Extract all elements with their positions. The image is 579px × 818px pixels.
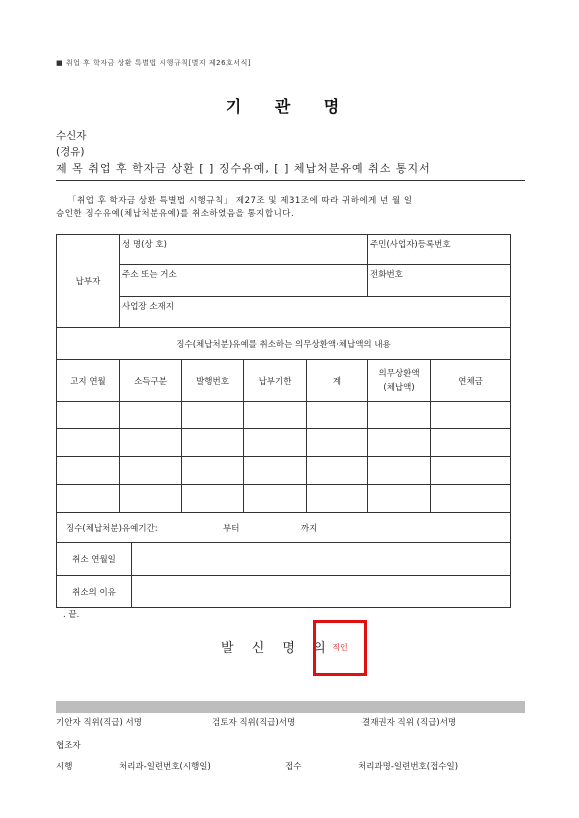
table-cell[interactable] (307, 457, 368, 485)
table-cell[interactable] (307, 402, 368, 429)
table-cell[interactable] (57, 402, 120, 429)
approver-label: 결재권자 직위 (직급)서명 (362, 718, 457, 728)
table-cell[interactable] (182, 485, 244, 513)
table-cell[interactable] (244, 457, 307, 485)
table-cell[interactable] (368, 485, 431, 513)
form-note: ■ 취업 후 학자금 상환 특별법 시행규칙[별지 제26호서식] (56, 59, 252, 67)
subject-line: 제 목 취업 후 학자금 상환 [ ] 징수유예, [ ] 체납처분유예 취소 통지서 (56, 162, 431, 175)
receipt-number-label: 처리과명-일련번호(접수일) (358, 762, 459, 772)
table-row (57, 429, 511, 457)
table-cell[interactable] (368, 429, 431, 457)
table-cell[interactable] (182, 457, 244, 485)
col-late-fee: 연체금 (431, 360, 511, 402)
cancel-content-heading: 징수(체납처분)유예를 취소하는 의무상환액·체납액의 내용 (57, 328, 511, 360)
col-total: 계 (307, 360, 368, 402)
enforcement-label: 시행 (56, 762, 73, 772)
table-cell[interactable] (431, 457, 511, 485)
cancel-reason-label: 취소의 이유 (57, 576, 132, 608)
table-cell[interactable] (244, 402, 307, 429)
phone-field-label: 전화번호 (368, 265, 511, 297)
notice-body-line2: 승인한 징수유예(체납처분유예)를 취소하였음을 통지합니다. (56, 209, 295, 219)
table-row (57, 457, 511, 485)
name-field-label: 성 명(상 호) (120, 235, 368, 265)
reviewer-label: 검토자 직위(직급)서명 (212, 718, 296, 728)
table-cell[interactable] (120, 485, 182, 513)
seal-label: 직인 (332, 643, 348, 652)
sender-name: 발 신 명 의 (221, 641, 333, 656)
end-mark: . 끝. (63, 610, 80, 620)
cooperator-label: 협조자 (56, 741, 81, 751)
cancel-reason-field[interactable] (132, 576, 511, 608)
table-cell[interactable] (368, 402, 431, 429)
col-income-type: 소득구분 (120, 360, 182, 402)
table-cell[interactable] (57, 485, 120, 513)
table-cell[interactable] (431, 429, 511, 457)
table-cell[interactable] (244, 485, 307, 513)
recipient-label: 수신자 (56, 130, 87, 142)
table-cell[interactable] (368, 457, 431, 485)
table-cell[interactable] (431, 402, 511, 429)
table-cell[interactable] (120, 402, 182, 429)
drafter-label: 기안자 직위(직급) 서명 (56, 718, 142, 728)
official-seal-box (313, 620, 367, 676)
via-label: (경유) (56, 146, 85, 158)
cancel-date-field[interactable] (132, 543, 511, 576)
deferral-period-label: 징수(체납처분)유예기간: (66, 523, 158, 534)
table-cell[interactable] (182, 429, 244, 457)
table-cell[interactable] (307, 429, 368, 457)
table-cell[interactable] (57, 457, 120, 485)
taxpayer-section-label: 납부자 (57, 235, 120, 328)
table-cell[interactable] (307, 485, 368, 513)
table-row (57, 485, 511, 513)
address-field-label: 주소 또는 거소 (120, 265, 368, 297)
processing-number-label: 처리과-일련번호(시행일) (119, 762, 211, 772)
receipt-label: 접수 (285, 762, 302, 772)
deferral-from-label: 부터 (223, 523, 240, 534)
col-notice-month: 고지 연월 (57, 360, 120, 402)
id-number-field-label: 주민(사업자)등록번호 (368, 235, 511, 265)
table-row (57, 402, 511, 429)
col-issue-number: 발행번호 (182, 360, 244, 402)
table-cell[interactable] (120, 429, 182, 457)
col-due-date: 납부기한 (244, 360, 307, 402)
notice-body-line1: 「취업 후 학자금 상환 특별법 시행규칙」 제27조 및 제31조에 따라 귀하에게 년 월 일 (68, 196, 413, 206)
table-cell[interactable] (431, 485, 511, 513)
deferral-period-row[interactable] (57, 513, 511, 543)
col-obligation-amount: 의무상환액 (체납액) (368, 360, 431, 402)
table-cell[interactable] (244, 429, 307, 457)
business-location-label: 사업장 소재지 (120, 297, 511, 328)
page-title: 기 관 명 (225, 97, 354, 116)
deferral-to-label: 까지 (300, 523, 318, 534)
table-cell[interactable] (182, 402, 244, 429)
cancel-date-label: 취소 연월일 (57, 543, 132, 576)
table-cell[interactable] (57, 429, 120, 457)
notice-table (56, 234, 510, 608)
table-cell[interactable] (120, 457, 182, 485)
footer-divider-bar (56, 701, 525, 713)
header-divider (56, 180, 525, 181)
